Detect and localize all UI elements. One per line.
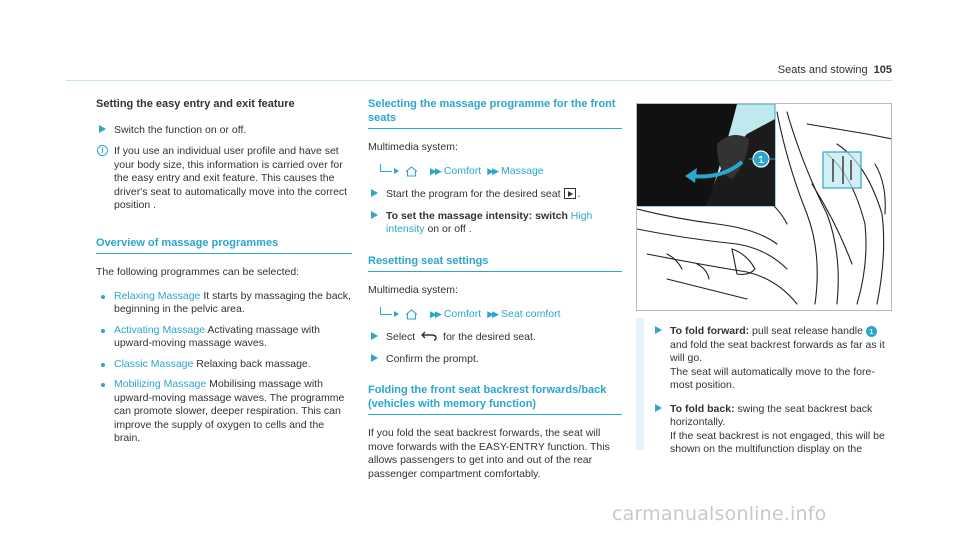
- reset-system-label: Multimedia system:: [368, 284, 458, 296]
- easy-entry-info: [96, 145, 352, 213]
- chevron-double-icon: ▶▶: [430, 165, 440, 176]
- fold-heading: Folding the front seat backrest forwards/back (vehicles with memory function): [368, 384, 622, 415]
- watermark: carmanualsonline.info: [612, 503, 827, 525]
- overview-intro: The following programmes can be selected:: [96, 266, 300, 278]
- step-arrow-icon: [371, 354, 378, 362]
- programme-name: Mobilizing Massage: [114, 378, 207, 390]
- seat-illustration: [636, 103, 892, 311]
- select-system-label: Multimedia system:: [368, 141, 458, 153]
- programme-name: Activating Massage: [114, 323, 206, 336]
- chevron-double-icon: ▶▶: [487, 165, 498, 176]
- page-header: [778, 64, 892, 78]
- select-step-2: [368, 210, 622, 237]
- bullet-icon: [101, 383, 105, 387]
- column-middle: [368, 98, 622, 491]
- step-text: pull seat release handle: [752, 325, 863, 337]
- fold-back-step: [652, 403, 892, 457]
- programme-desc: Mobilising massage with upward-moving massage waves. The programme can promote slower, deeper respiration. This can improve the supply of oxygen to cells and the brain.: [114, 378, 345, 444]
- bullet-icon: [101, 295, 105, 299]
- programme-name: Classic Massage: [114, 357, 194, 370]
- reset-step-2: [368, 353, 622, 367]
- programme-desc: Activating massage with upward-moving massage waves.: [114, 323, 321, 349]
- step-highlight-text: High intensity: [386, 209, 593, 235]
- reset-heading: Resetting seat settings: [368, 255, 622, 273]
- step-text: on or off .: [427, 223, 472, 235]
- path-item-massage: Massage: [501, 164, 544, 177]
- column-left: [96, 98, 352, 453]
- list-item: [96, 378, 352, 446]
- select-step-1: Start the program for the desired seat .: [368, 188, 622, 202]
- step-text: Switch the function on or off.: [114, 123, 247, 136]
- easy-entry-heading: Setting the easy entry and exit feature: [96, 98, 295, 110]
- list-item: [96, 358, 352, 372]
- step-text: Select: [386, 331, 416, 343]
- list-item: [96, 290, 352, 317]
- programme-desc: It starts by massaging the back, beginning in the pelvic area.: [114, 289, 351, 315]
- play-icon: [564, 188, 576, 199]
- path-hook-icon: [380, 307, 392, 315]
- step-bold-text: To fold back:: [670, 402, 735, 415]
- info-text: If you use an individual user profile and have set your body size, this information is carried over for the easy entry and exit feature. This causes the driver's seat to automatically move into the correct position .: [114, 145, 348, 211]
- chevron-double-icon: ▶▶: [430, 308, 440, 319]
- callout-number: 1: [758, 155, 764, 166]
- path-item-seat-comfort: Seat comfort: [501, 307, 561, 320]
- select-massage-heading: Selecting the massage programme for the front seats: [368, 98, 622, 129]
- reset-menu-path: [368, 308, 622, 322]
- step-arrow-icon: [655, 404, 662, 412]
- step-arrow-icon: [371, 211, 378, 219]
- step-bold-text: To set the massage intensity: switch: [386, 209, 568, 222]
- step-note: The seat will automatically move to the fore-most position.: [670, 365, 875, 391]
- path-arrow-icon: [394, 168, 399, 174]
- step-text: and fold the seat backrest forwards as far as it will go.: [670, 338, 885, 364]
- fold-body: If you fold the seat backrest forwards, the seat will move forwards with the EASY-ENTRY function. This allows passengers to get into and out of the rear passenger compartment comfortably.: [368, 427, 610, 480]
- step-text: for the desired seat.: [443, 331, 536, 343]
- bullet-icon: [101, 363, 105, 367]
- step-arrow-icon: [655, 326, 662, 334]
- path-arrow-icon: [394, 311, 399, 317]
- path-item-comfort: Comfort: [443, 164, 482, 177]
- overview-heading: Overview of massage programmes: [96, 237, 352, 255]
- page-number: 105: [873, 64, 892, 76]
- step-bold-text: To fold forward:: [670, 325, 750, 337]
- step-arrow-icon: [371, 189, 378, 197]
- callout-badge: 1: [866, 326, 877, 337]
- header-rule: [66, 80, 892, 81]
- list-item: [96, 324, 352, 351]
- seat-drawing: [637, 104, 892, 311]
- programme-desc: Relaxing back massage.: [196, 357, 311, 370]
- home-icon: [405, 309, 418, 320]
- step-arrow-icon: [99, 125, 106, 133]
- chevron-double-icon: ▶▶: [487, 308, 498, 319]
- column-right-steps: [652, 325, 892, 465]
- step-arrow-icon: [371, 332, 378, 340]
- path-hook-icon: [380, 164, 392, 172]
- steps-highlight-bar: [636, 318, 644, 450]
- programme-name: Relaxing Massage: [114, 289, 201, 302]
- step-text: Start the program for the desired seat: [386, 188, 561, 200]
- home-icon: [405, 166, 418, 177]
- bullet-icon: [101, 329, 105, 333]
- section-title: Seats and stowing: [777, 64, 868, 76]
- fold-forward-step: [652, 325, 892, 393]
- select-menu-path: [368, 165, 622, 179]
- step-text: swing the seat backrest back horizontally.: [670, 402, 873, 428]
- reset-step-1: [368, 331, 622, 345]
- step-text: Confirm the prompt.: [386, 352, 479, 365]
- info-icon: i: [97, 145, 108, 156]
- back-arrow-icon: [421, 331, 437, 341]
- path-item-comfort: Comfort: [443, 307, 482, 320]
- step-note: If the seat backrest is not engaged, this will be shown on the multifunction display on the: [670, 429, 885, 455]
- easy-entry-step: [96, 124, 352, 138]
